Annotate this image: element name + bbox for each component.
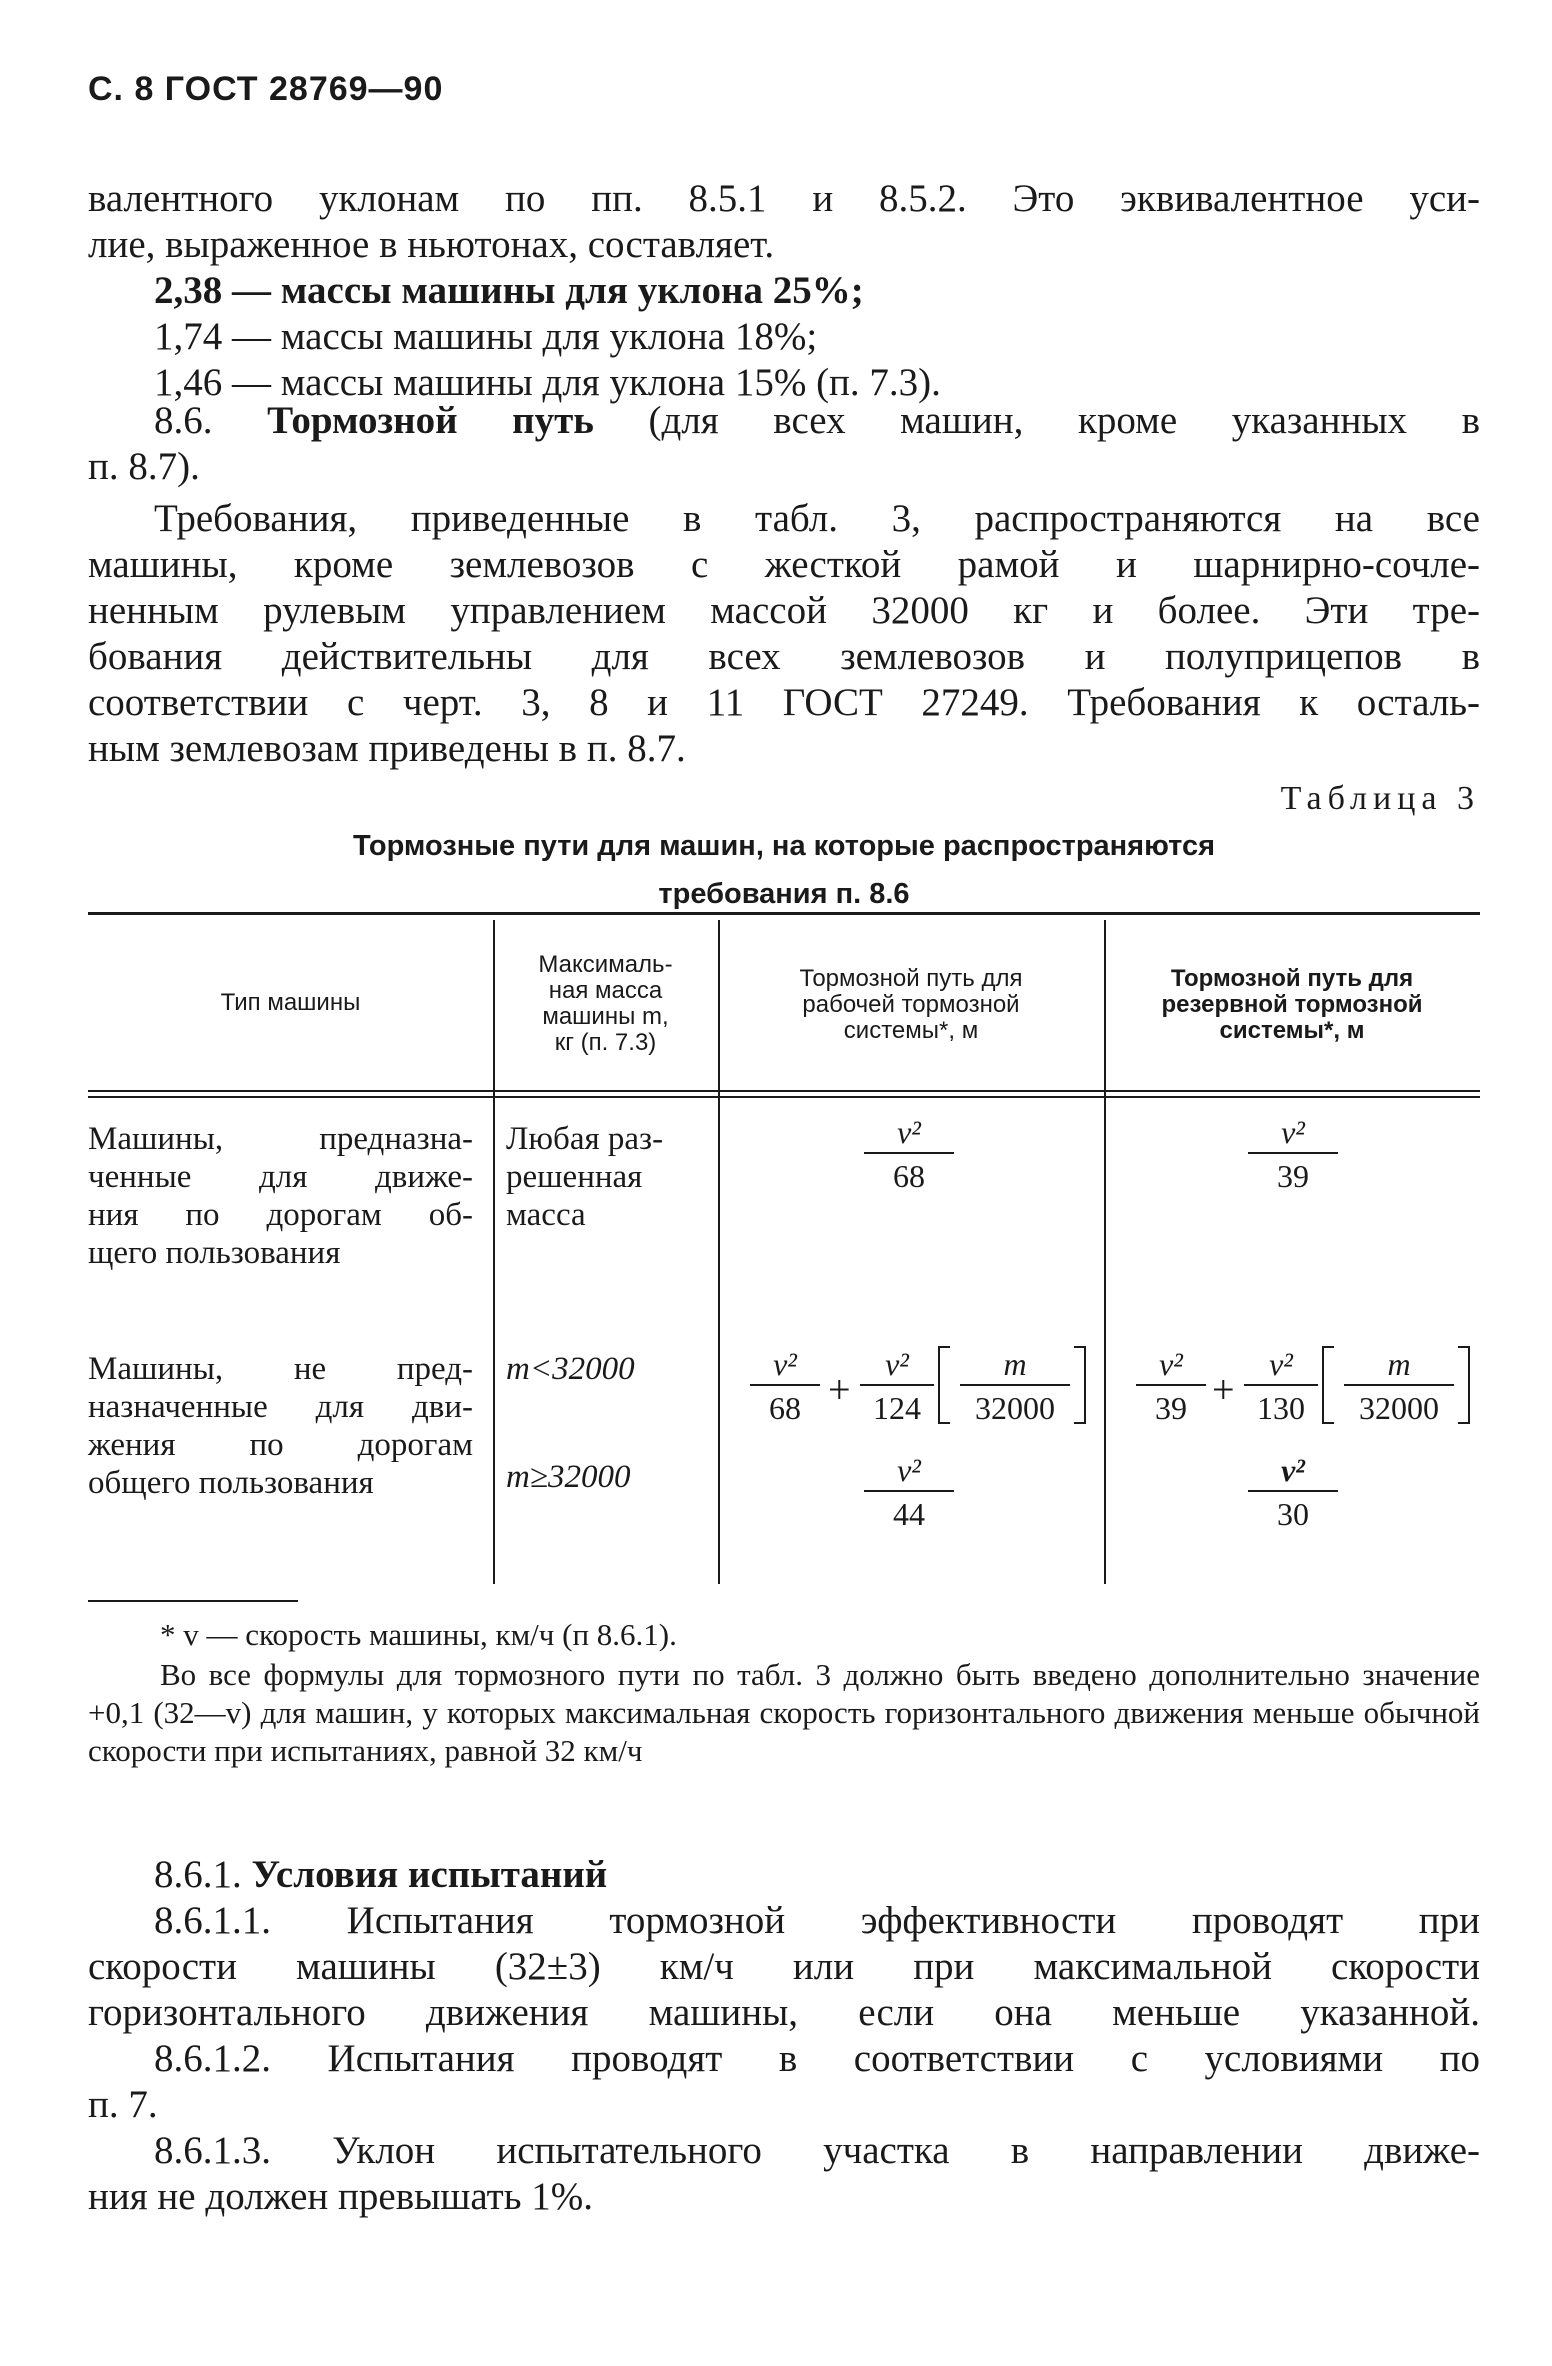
header-line: рабочей тормозной [802,991,1020,1018]
numerator: v² [897,1452,921,1488]
denominator: 39 [1155,1390,1187,1426]
intro-line: лие, выраженное в ньютонах, составляет. [88,223,775,266]
header-reserve-brake [1104,966,1480,1044]
para-line: ния не должен превышать 1%. [88,2175,593,2218]
denominator: 44 [893,1496,925,1532]
header-line: Тормозной путь для [799,965,1023,992]
section-8-6-heading [88,398,1480,444]
header-line: резервной тормозной [1161,991,1423,1018]
denominator: 68 [769,1390,801,1426]
para-line: 8.6.1.3. Уклон испытательного участка в направлении движе- [154,2129,1480,2172]
fraction [860,1344,934,1426]
cell-line: Любая раз- [506,1121,664,1157]
para-line: горизонтального движения машины, если она меньше указанной. [88,1991,1480,2034]
section-title: Условия испытаний [251,1853,608,1896]
para-line: бования действительны для всех землевозов и полуприцепов в [88,635,1480,678]
right-bracket [1074,1346,1086,1424]
fraction [1136,1344,1206,1426]
row2-type [88,1350,473,1502]
intro-item bold: 2,38 — массы машины для уклона 25%; [154,269,864,312]
header-line: машины m, [542,1003,669,1030]
cell-line: ченные для движе- [88,1159,473,1195]
denominator: 124 [873,1390,921,1426]
section-number: 8.6. [154,399,213,442]
row1-type [88,1120,473,1272]
numerator: m [1387,1346,1411,1382]
para-line: Требования, приведенные в табл. 3, распространяются на все [154,497,1480,540]
numerator: v² [1281,1452,1305,1488]
table-title-line: требования п. 8.6 [658,878,910,910]
table-title-line: Тормозные пути для машин, на которые распространяются [352,830,1216,862]
header-line: системы*, м [843,1017,979,1044]
section-title-line2: п. 8.7). [88,445,200,488]
page-header: С. 8 ГОСТ 28769—90 [88,70,444,108]
numerator: v² [1159,1346,1183,1382]
para-line: машины, кроме землевозов с жесткой рамой и шарнирно-сочле- [88,543,1480,586]
row2-mass-b: m≥32000 [506,1459,631,1495]
cell-line: общего пользования [88,1465,374,1501]
header-machine-type: Тип машины [220,989,361,1016]
table-rule [88,1096,1480,1098]
fraction [1344,1344,1454,1426]
cell-line: ния по дорогам об- [88,1197,473,1233]
fraction [750,1344,820,1426]
denominator: 32000 [975,1390,1055,1426]
header-line: кг (п. 7.3) [554,1029,657,1056]
header-work-brake [718,966,1104,1044]
section-title-rest: (для всех машин, кроме указанных в [648,399,1481,442]
braking-table [88,912,1480,1580]
footnote-paragraph: Во все формулы для тормозного пути по табл. 3 должно быть введено дополнительно значение +0,1 (32—v) для машин, у которых максимальная скорость горизонтального движения меньше обычной скорости при испытаниях, равной 32 км/ч [88,1657,1480,1768]
intro-block [88,176,1480,406]
para-line: п. 7. [88,2083,158,2126]
section-8-6-1-heading [88,1852,1480,1898]
denominator: 39 [1277,1158,1309,1194]
numerator: m [1003,1346,1027,1382]
para-line: ненным рулевым управлением массой 32000 кг и более. Эти тре- [88,589,1480,632]
para-line: ным землевозам приведены в п. 8.7. [88,727,686,770]
header-max-mass [493,952,718,1056]
fraction [1244,1344,1318,1426]
numerator: v² [1281,1114,1305,1150]
cell-line: назначенные для дви- [88,1389,473,1425]
para-line: 8.6.1.2. Испытания проводят в соответствии с условиями по [154,2037,1480,2080]
left-bracket [938,1346,950,1424]
header-line: Максималь- [538,951,673,978]
table-label: Таблица 3 [1280,780,1480,817]
section-8-6-1 [88,1852,1480,2220]
row1-mass [506,1120,706,1234]
denominator: 32000 [1359,1390,1439,1426]
section-number: 8.6.1. [154,1853,242,1896]
para-line: скорости машины (32±3) км/ч или при максимальной скорости [88,1945,1480,1988]
numerator: v² [773,1346,797,1382]
denominator: 30 [1277,1496,1309,1532]
intro-item: 1,46 — массы машины для уклона 15% (п. 7.3). [154,361,941,404]
right-bracket [1458,1346,1470,1424]
cell-line: щего пользования [88,1235,341,1271]
footnote-rule [88,1600,298,1602]
header-line: системы*, м [1219,1017,1365,1044]
section-8-6 [88,398,1480,772]
cell-line: Машины, не пред- [88,1351,473,1387]
table-rule [88,912,1480,915]
numerator: v² [1269,1346,1293,1382]
row2-reserve-formula-b [1248,1450,1338,1532]
numerator: v² [897,1114,921,1150]
row1-reserve-formula [1248,1112,1338,1194]
para-line: соответствии с черт. 3, 8 и 11 ГОСТ 27249. Требования к осталь- [88,681,1480,724]
cell-line: Машины, предназна- [88,1121,473,1157]
intro-item: 1,74 — массы машины для уклона 18%; [154,315,818,358]
row1-work-formula [864,1112,954,1194]
footnote-star: * v — скорость машины, км/ч (п 8.6.1). [160,1617,677,1652]
fraction [960,1344,1070,1426]
table-title [88,822,1480,918]
intro-line: валентного уклонам по пп. 8.5.1 и 8.5.2. Это эквивалентное уси- [88,177,1480,220]
numerator: v² [885,1346,909,1382]
denominator: 130 [1257,1390,1305,1426]
row2-work-formula-b [864,1450,954,1532]
para-line: 8.6.1.1. Испытания тормозной эффективности проводят при [154,1899,1480,1942]
plus-sign: + [828,1367,851,1412]
section-title: Тормозной путь [267,399,594,442]
table-rule [88,1090,1480,1092]
cell-line: решенная [506,1159,643,1195]
header-line: ная масса [548,977,663,1004]
cell-line: масса [506,1197,586,1233]
left-bracket [1322,1346,1334,1424]
row2-mass-a: m<32000 [506,1351,635,1387]
denominator: 68 [893,1158,925,1194]
header-line: Тормозной путь для [1170,965,1414,992]
plus-sign: + [1212,1367,1235,1412]
cell-line: жения по дорогам [88,1427,473,1463]
